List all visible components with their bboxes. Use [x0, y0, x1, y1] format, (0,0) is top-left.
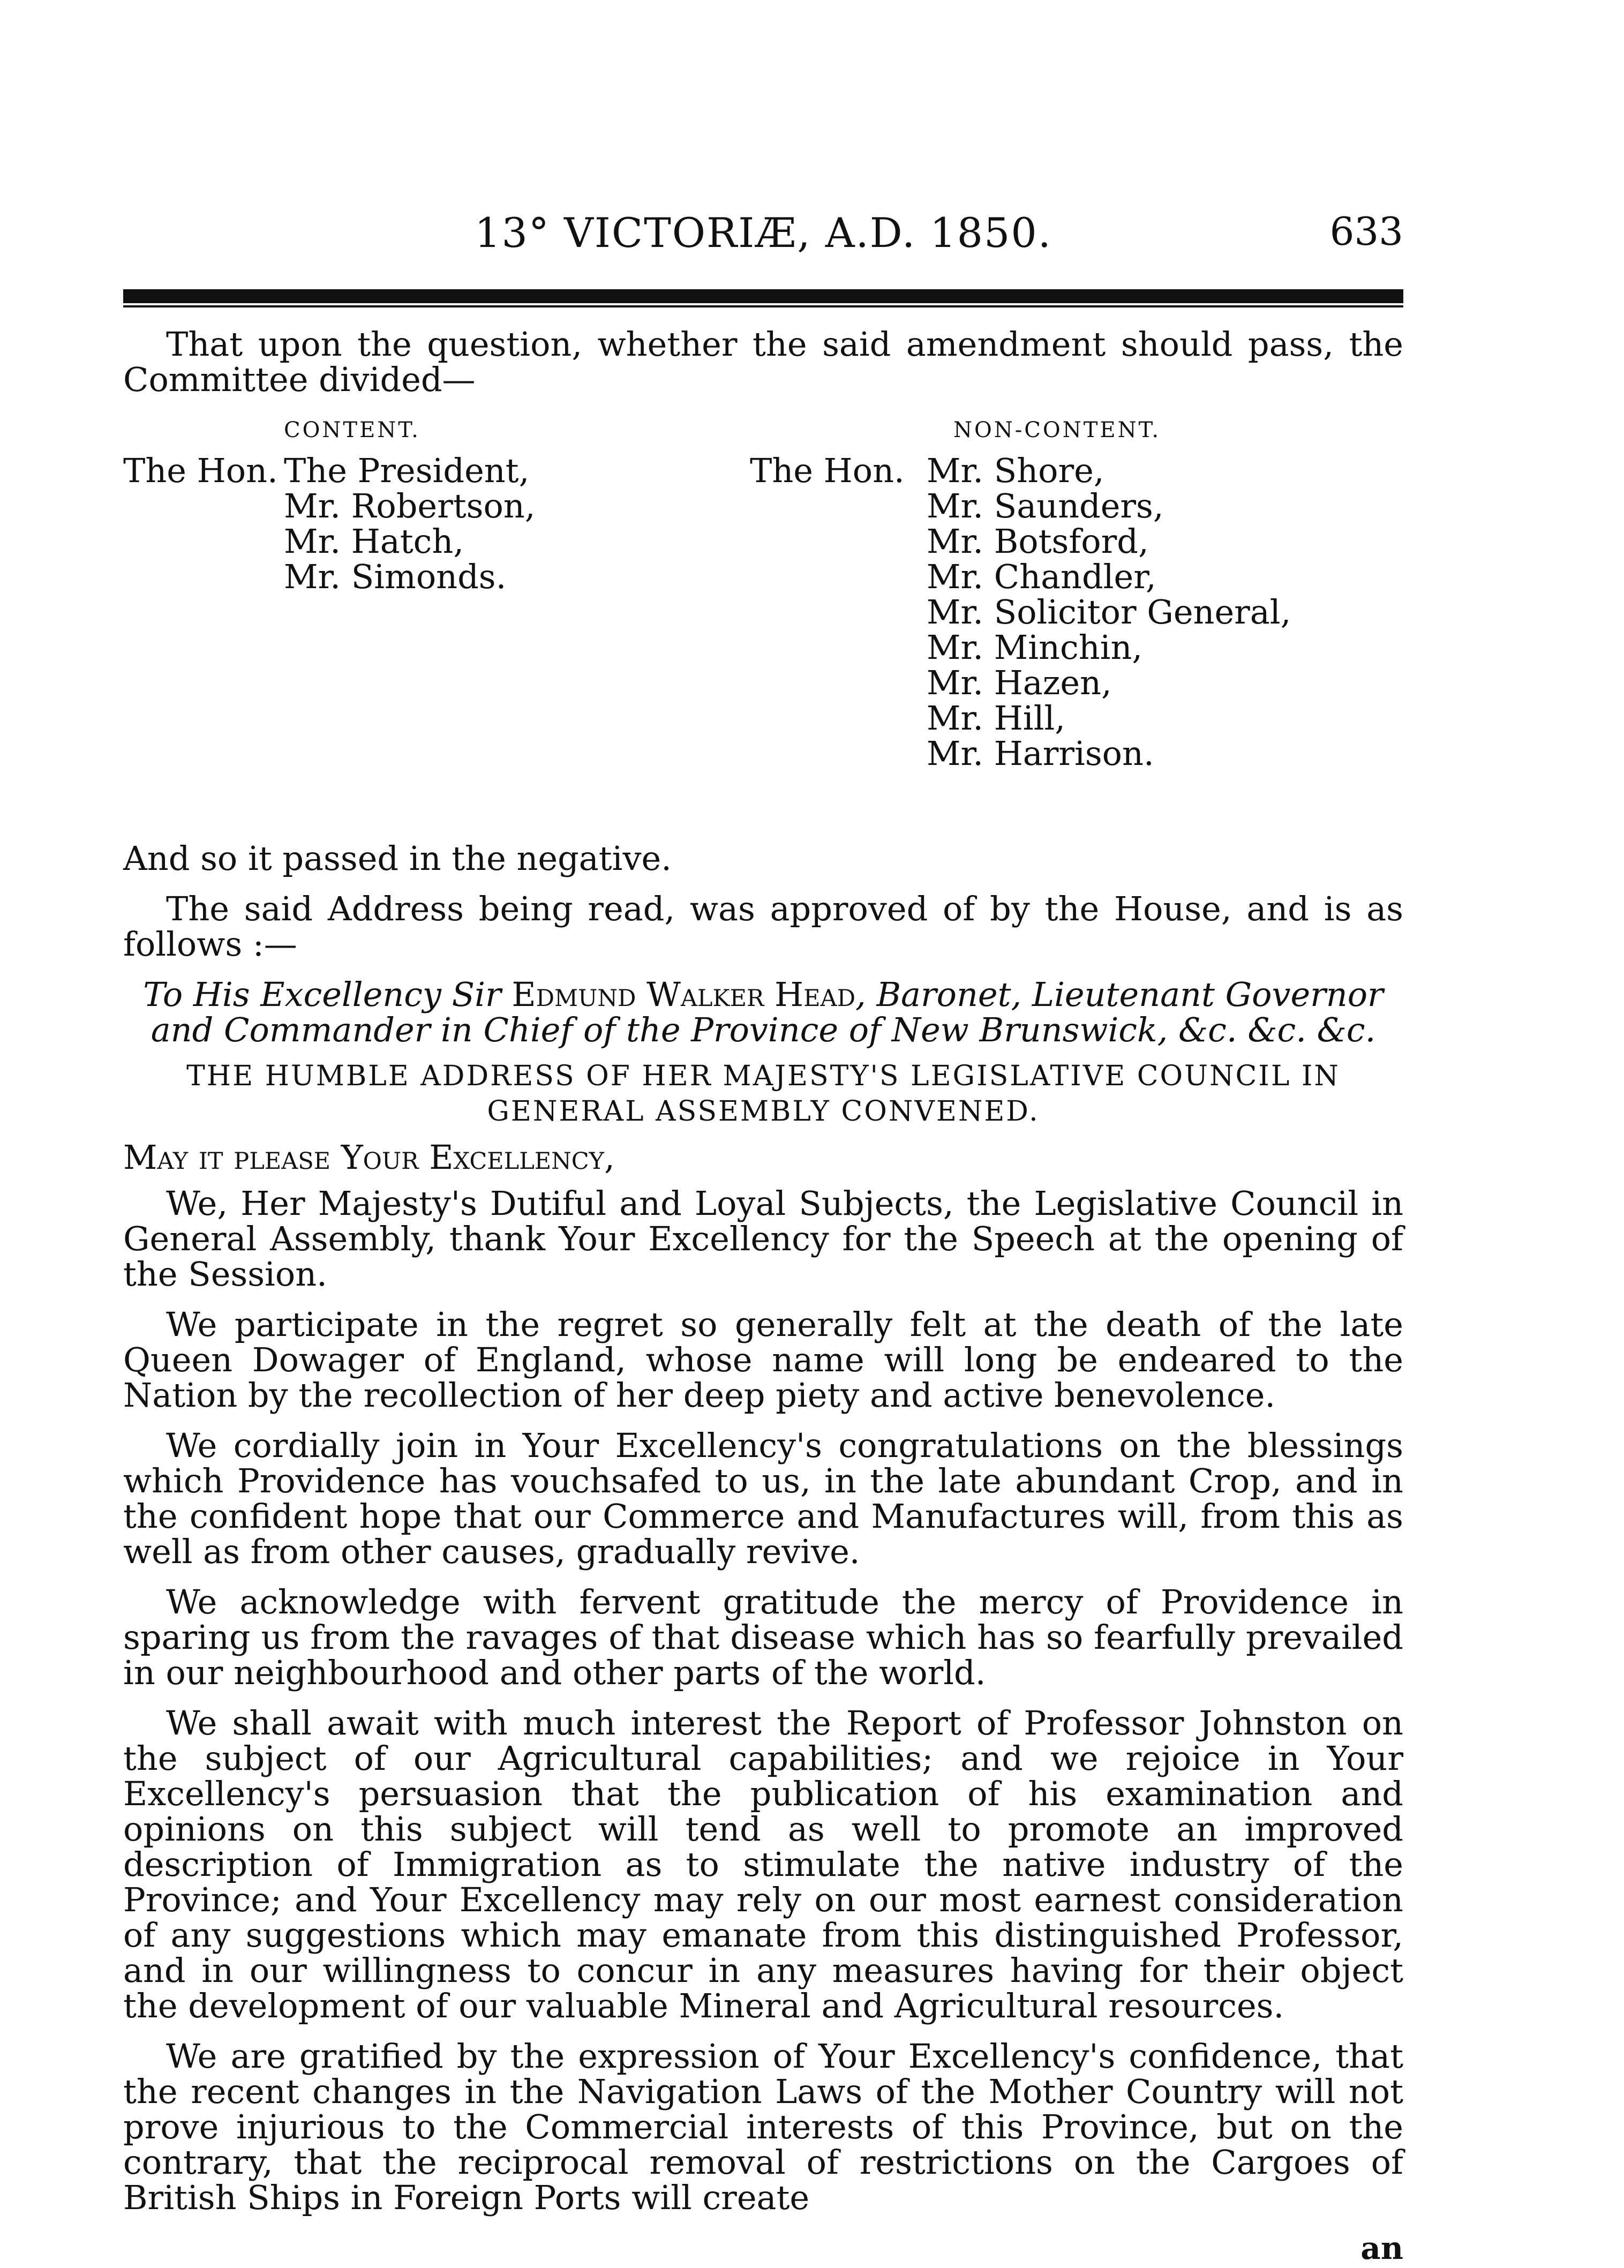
- non-content-member: Mr. Botsford,: [927, 522, 1149, 561]
- catchword-row: [123, 2231, 1403, 2268]
- address-paragraph: We shall await with much interest the Report of Professor Johnston on the subject of our Agricultural capabilities; and we rejoice in Your Excellency's persuasion that the publication of his examination and opinions on this subject will tend as well to promote an improved description of Immigration as to stimulate the native industry of the Province; and Your Excellency may rely on our most earnest consideration of any suggestions which may emanate from this distinguished Professor, and in our willingness to concur in any measures having for their object the development of our valuable Mineral and Agricultural resources.: [123, 1703, 1403, 2025]
- non-content-column: [750, 412, 1291, 771]
- non-content-heading: NON-CONTENT.: [953, 418, 1161, 442]
- non-content-member: Mr. Harrison.: [927, 734, 1154, 773]
- non-content-member: Mr. Hill,: [927, 699, 1065, 738]
- header-rule-thick: [123, 289, 1403, 303]
- content-member: Mr. Robertson,: [284, 486, 536, 525]
- content-lead: The Hon.: [123, 451, 278, 490]
- page-header: [123, 209, 1403, 268]
- header-rule-thin: [123, 305, 1403, 307]
- non-content-member: Mr. Chandler,: [927, 557, 1156, 596]
- non-content-member: Mr. Hazen,: [927, 663, 1112, 702]
- non-content-member: Mr. Saunders,: [927, 486, 1164, 525]
- address-paragraph: We acknowledge with fervent gratitude the mercy of Providence in sparing us from the ravages of that disease which has so fearfully prevailed in our neighbourhood and other parts of the world.: [123, 1582, 1403, 1692]
- salutation: May it please Your Excellency,: [123, 1138, 615, 1177]
- content-heading: CONTENT.: [284, 418, 420, 442]
- non-content-member: Mr. Solicitor General,: [927, 592, 1291, 632]
- division-vote: [123, 412, 1403, 836]
- non-content-lead: The Hon.: [750, 451, 905, 490]
- recipient-name: Edmund Walker Head: [512, 975, 856, 1014]
- catchword: an: [1360, 2230, 1403, 2266]
- address-heading: THE HUMBLE ADDRESS OF HER MAJESTY'S LEGISLATIVE COUNCIL IN GENERAL ASSEMBLY CONVENED.: [186, 1060, 1340, 1128]
- address-paragraph: We cordially join in Your Excellency's congratulations on the blessings which Providence has vouchsafed to us, in the late abundant Crop, and in the confident hope that our Commerce and Manufactures will, from this as well as from other causes, gradually revive.: [123, 1426, 1403, 1571]
- page-content: [123, 327, 1403, 2268]
- vote-result: And so it passed in the negative.: [123, 839, 672, 878]
- address-paragraph: We, Her Majesty's Dutiful and Loyal Subjects, the Legislative Council in General Assembly, thank Your Excellency for the Speech at the opening of the Session.: [123, 1184, 1403, 1294]
- address-intro: The said Address being read, was approved of by the House, and is as follows :—: [123, 889, 1403, 964]
- non-content-member: The Hon. Mr. Shore,: [750, 451, 1104, 490]
- address-paragraph: We are gratified by the expression of Your Excellency's confidence, that the recent changes in the Navigation Laws of the Mother Country will not prove injurious to the Commercial interests of this Province, but on the contrary, that the reciprocal removal of restrictions on the Cargoes of British Ships in Foreign Ports will create: [123, 2037, 1403, 2217]
- content-column: [123, 412, 535, 595]
- page-number: 633: [1329, 209, 1403, 254]
- address-recipient: To His Excellency Sir Edmund Walker Head, Baronet, Lieutenant Governor and Commander in Chief of the Province of New Brunswick, &c. &c. &c.: [143, 975, 1384, 1049]
- intro-paragraph: That upon the question, whether the said amendment should pass, the Committee divided—: [123, 325, 1403, 399]
- content-member: The Hon. The President,: [123, 451, 530, 490]
- running-title: 13° VICTORIÆ, A.D. 1850.: [475, 209, 1052, 257]
- address-paragraph: We participate in the regret so generally felt at the death of the late Queen Dowager of England, whose name will long be endeared to the Nation by the recollection of her deep piety and active benevolence.: [123, 1305, 1403, 1415]
- content-member: Mr. Simonds.: [284, 557, 507, 596]
- non-content-member: Mr. Minchin,: [927, 628, 1143, 667]
- content-member: Mr. Hatch,: [284, 522, 464, 561]
